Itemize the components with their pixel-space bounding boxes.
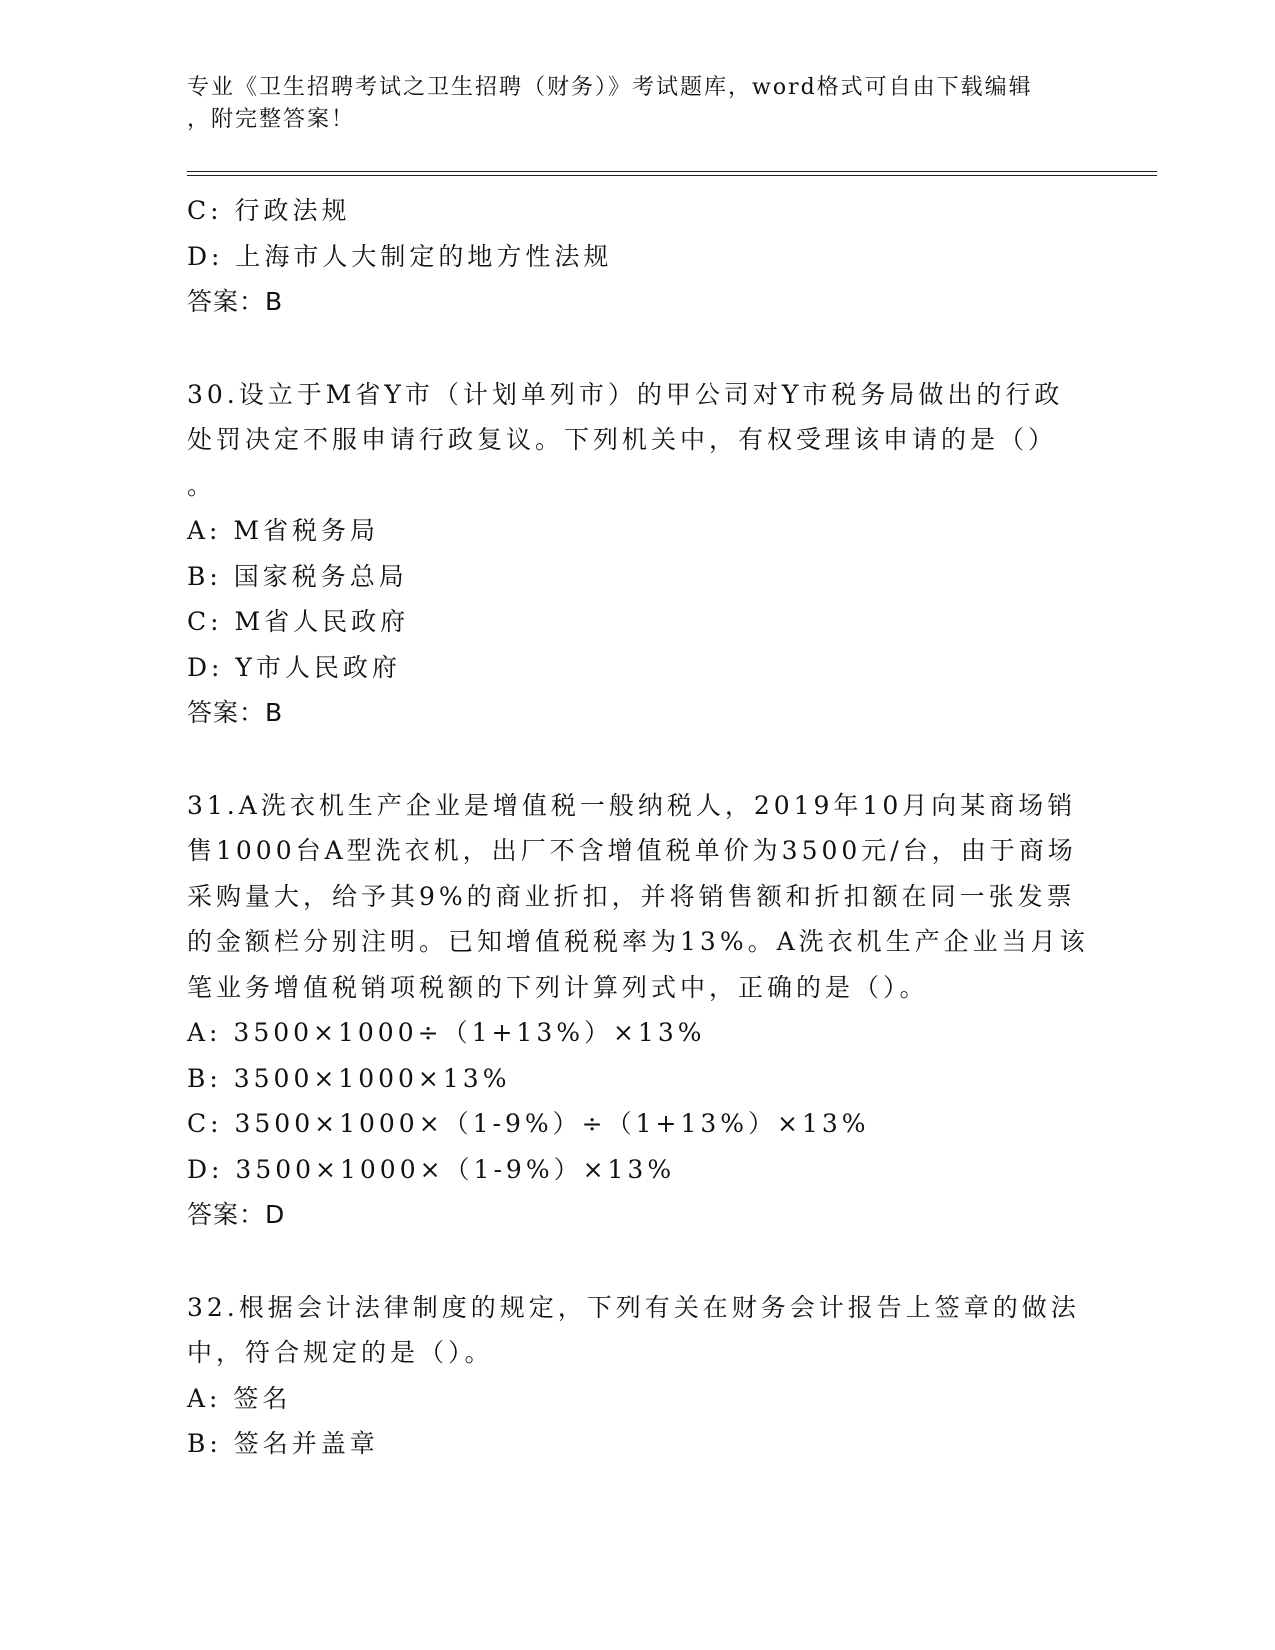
- question-stem-line: 采购量大，给予其9%的商业折扣，并将销售额和折扣额在同一张发票: [187, 881, 1076, 911]
- question-spacer: [187, 325, 1087, 372]
- option-b: B: 国家税务总局: [187, 561, 408, 591]
- question-stem-line: 的金额栏分别注明。已知增值税税率为13%。A洗衣机生产企业当月该: [187, 927, 1089, 956]
- option-c: C: 3500×1000×（1-9%）÷（1+13%）×13%: [187, 1109, 870, 1138]
- header-title-line-2: ，附完整答案！: [187, 107, 356, 132]
- answer-line: 答案：D: [187, 1200, 286, 1229]
- question-stem-line: 处罚决定不服申请行政复议。下列机关中，有权受理该申请的是（）: [187, 425, 1058, 454]
- option-a: A: 签名: [187, 1383, 292, 1413]
- option-c: C: 行政法规: [187, 196, 351, 225]
- question-stem-line: 31.A洗衣机生产企业是增值税一般纳税人，2019年10月向某商场销: [187, 790, 1077, 820]
- question-31: [187, 783, 1087, 1238]
- question-stem-line: 笔业务增值税销项税额的下列计算列式中，正确的是（）。: [187, 972, 929, 1002]
- option-d: D: 上海市人大制定的地方性法规: [187, 241, 613, 271]
- option-b: B: 3500×1000×13%: [187, 1063, 511, 1093]
- header-divider-top: [187, 171, 1157, 172]
- question-stem-line: 32.根据会计法律制度的规定，下列有关在财务会计报告上签章的做法: [187, 1292, 1080, 1322]
- question-stem-line: 30.设立于M省Y市（计划单列市）的甲公司对Y市税务局做出的行政: [187, 379, 1064, 409]
- question-stem-line: 售1000台A型洗衣机，出厂不含增值税单价为3500元/台，由于商场: [187, 836, 1077, 865]
- question-32: [187, 1285, 1087, 1467]
- question-spacer: [187, 1238, 1087, 1285]
- question-stem-line: 中，符合规定的是（）。: [187, 1338, 494, 1367]
- answer-line: 答案：B: [187, 287, 284, 316]
- question-stem-line: 。: [187, 470, 217, 500]
- option-b: B: 签名并盖章: [187, 1429, 379, 1458]
- option-a: A: M省税务局: [187, 516, 380, 545]
- option-d: D: Y市人民政府: [187, 652, 401, 682]
- header-divider-bottom: [187, 175, 1157, 176]
- answer-line: 答案：B: [187, 698, 284, 727]
- option-d: D: 3500×1000×（1-9%）×13%: [187, 1154, 676, 1184]
- question-30: [187, 372, 1087, 736]
- option-a: A: 3500×1000÷（1+13%）×13%: [187, 1018, 706, 1047]
- question-spacer: [187, 736, 1087, 783]
- header-title-line-1: 专业《卫生招聘考试之卫生招聘（财务）》考试题库，word格式可自由下载编辑: [187, 75, 1033, 100]
- previous-question-tail: [187, 188, 1087, 325]
- question-content: [187, 188, 1087, 1467]
- option-c: C: M省人民政府: [187, 607, 410, 636]
